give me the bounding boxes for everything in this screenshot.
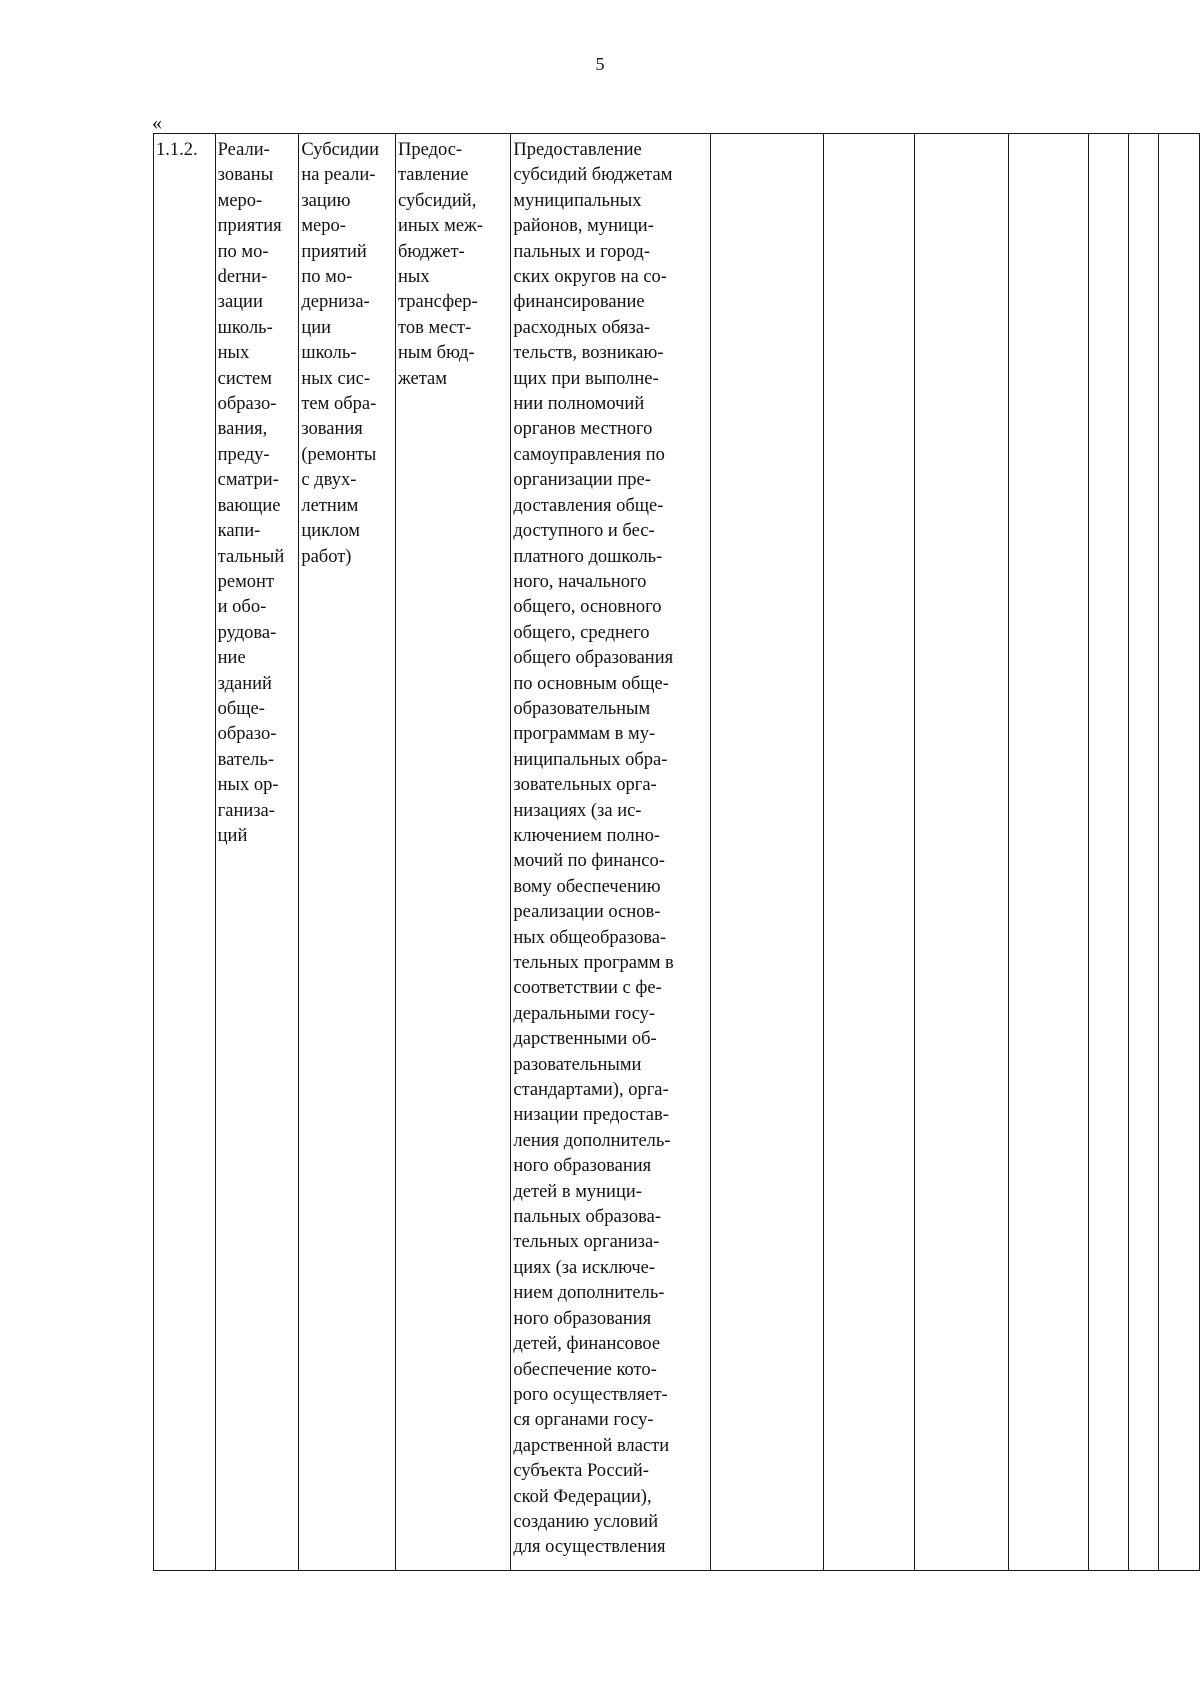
subsidy-cell [299,134,396,1571]
opening-quote-mark: « [152,112,162,134]
empty-cell-5 [1089,134,1129,1571]
empty-cell-3 [915,134,1009,1571]
mechanism-cell [396,134,511,1571]
table-row [154,134,1200,1571]
empty-cell-7 [1158,134,1199,1571]
empty-cell-2 [824,134,915,1571]
page-number: 5 [595,54,605,74]
row-number: 1.1.2. [156,140,198,160]
empty-cell-1 [710,134,823,1571]
mechanism-text: Предос- тавление субсидий, иных меж- бюджет- ных трансфер- тов мест- ным бюд- жетам [398,140,483,389]
result-cell [215,134,299,1571]
subsidy-text: Субсидии на реали- зацию меро- приятий по мо- дерниза- ции школь- ных сис- тем обра- зования (ремонты с двух- летним циклом работ) [301,140,379,567]
result-text: Реали- зованы меро- приятия по мо- derни- зации школь- ных систем образо- вания, преду- сматри- вающие капи- тальный ремонт и обо- рудова- ние зданий обще- образо- ватель- ных ор- ганиза- ций [217,140,285,846]
empty-cell-6 [1129,134,1158,1571]
program-activities-table [153,133,1200,1571]
description-text: Предоставление субсидий бюджетам муниципальных районов, муници- пальных и город- ских округов на со- финансирование расходных обяза- тельств, возникаю- щих при выполне- нии полномочий органов местного самоуправления по организации пре- доставления обще- доступного и бес- платного дошколь- ного, начального общего, основного общего, среднего общего образования по основным обще- образовательным программам в му- ниципальных обра- зовательных орга- низациях (за ис- ключением полно- мочий по финансо- вому обеспечению реализации основ- ных общеобразова- тельных программ в соответствии с фе- деральными госу- дарственными об- разовательными стандартами), орга- низации предостав- ления дополнитель- ного образования детей в муници- пальных образова- тельных организа- циях (за исключе- нием дополнитель- ного образования детей, финансовое обеспечение кото- рого осуществляет- ся органами госу- дарственной власти субъекта Россий- ской Федерации), созданию условий для осуществления [513,140,674,1558]
empty-cell-4 [1008,134,1088,1571]
description-cell [511,134,710,1571]
row-number-cell [154,134,216,1571]
